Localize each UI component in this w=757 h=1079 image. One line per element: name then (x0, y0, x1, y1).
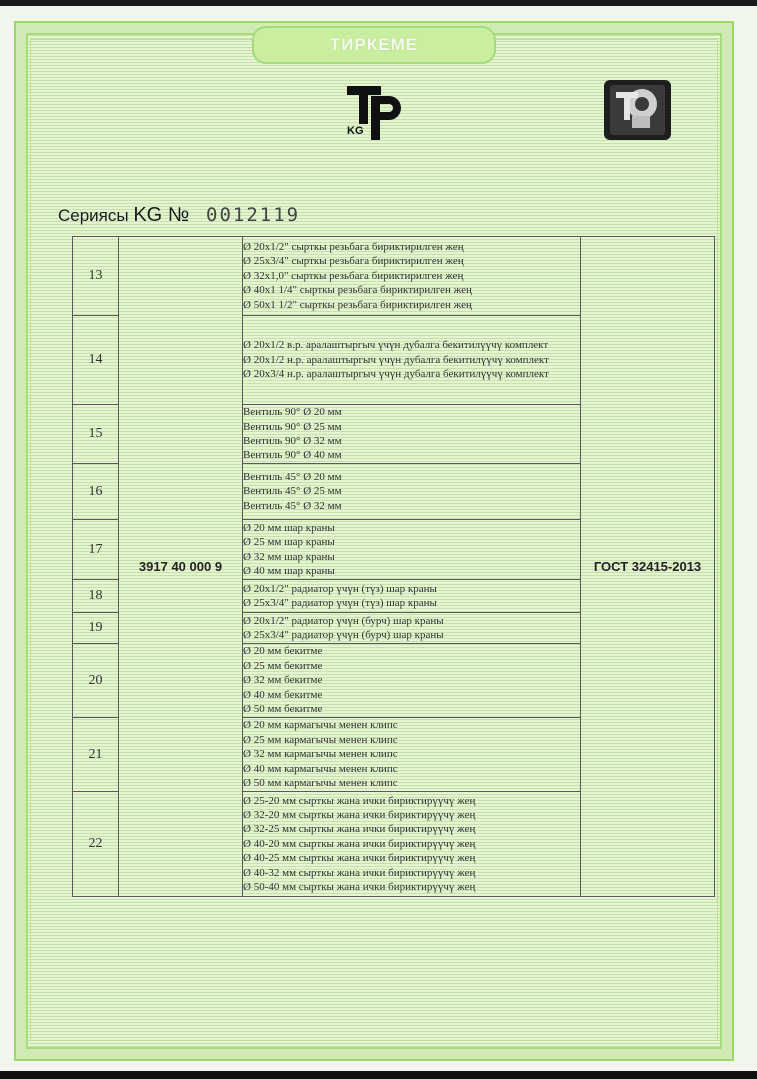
row-number: 18 (73, 580, 119, 613)
annex-title: ТИРКЕМЕ (252, 26, 496, 64)
description-line: Ø 20x1/2" радиатор үчүн (бурч) шар краны (243, 614, 444, 627)
row-number: 16 (73, 464, 119, 520)
item-description (243, 237, 581, 316)
description-line: Вентиль 45° Ø 32 мм (243, 499, 342, 512)
description-line: Ø 32-20 мм сырткы жана ички бириктирүүчү жең (243, 808, 476, 821)
description-line: Ø 40 мм шар краны (243, 564, 335, 577)
certification-emblem-icon (604, 80, 671, 140)
description-line: Вентиль 45° Ø 25 мм (243, 485, 342, 498)
description-line: Ø 20x3/4 н.р. аралаштыргыч үчүн дубалга бекитилүүчү комплект (243, 368, 549, 381)
description-line: Ø 20x1/2 в.р. аралаштыргыч үчүн дубалга бекитилүүчү комплект (243, 339, 549, 352)
description-line: Вентиль 45° Ø 20 мм (243, 470, 342, 483)
row-number: 20 (73, 644, 119, 718)
standard-ref: ГОСТ 32415-2013 (581, 237, 715, 897)
certificate-sheet (0, 6, 757, 1071)
description-line: Вентиль 90° Ø 32 мм (243, 435, 342, 447)
row-number: 17 (73, 520, 119, 580)
items-table (72, 236, 715, 897)
row-number: 19 (73, 613, 119, 644)
description-line: Ø 20 мм бекитме (243, 645, 323, 658)
item-description (243, 405, 581, 464)
item-description (243, 464, 581, 520)
description-line: Ø 40 мм бекитме (243, 688, 323, 701)
row-number: 21 (73, 718, 119, 792)
description-line: Ø 25x3/4" радиатор үчүн (бурч) шар краны (243, 629, 444, 641)
row-number: 14 (73, 316, 119, 405)
tr-kg-logo-icon (345, 82, 405, 145)
description-line: Ø 20 мм кармагычы менен клипс (243, 719, 398, 732)
row-number: 22 (73, 792, 119, 897)
description-line: Ø 50 мм кармагычы менен клипс (243, 777, 398, 790)
item-description (243, 580, 581, 613)
description-line: Ø 40x1 1/4" сырткы резьбага бириктирилген жең (243, 284, 472, 297)
description-line: Ø 20 мм шар краны (243, 521, 335, 534)
description-line: Ø 32 мм бекитме (243, 674, 323, 687)
bottom-edge (0, 1071, 757, 1079)
serial-kg: KG № (133, 204, 190, 226)
description-line: Ø 25x3/4" сырткы резьбага бириктирилген жең (243, 255, 464, 268)
description-line: Ø 20x1/2 н.р. аралаштыргыч үчүн дубалга бекитилүүчү комплект (243, 353, 549, 366)
table-row (73, 237, 715, 316)
description-line: Вентиль 90° Ø 40 мм (243, 449, 342, 462)
description-line: Ø 25 мм шар краны (243, 536, 335, 549)
description-line: Ø 40-25 мм сырткы жана ички бириктирүүчү жең (243, 852, 476, 865)
description-line: Ø 50x1 1/2" сырткы резьбага бириктирилген жең (243, 298, 472, 311)
serial-label: Сериясы (58, 206, 129, 225)
description-line: Ø 32 мм шар краны (243, 550, 335, 563)
item-description (243, 520, 581, 580)
description-line: Ø 50 мм бекитме (243, 703, 323, 716)
description-line: Ø 32x1,0" сырткы резьбага бириктирилген жең (243, 269, 464, 282)
description-line: Ø 20x1/2" сырткы резьбага бириктирилген жең (243, 240, 464, 253)
description-line: Ø 25-20 мм сырткы жана ички бириктирүүчү жең (243, 794, 476, 807)
description-line: Вентиль 90° Ø 20 мм (243, 406, 342, 419)
description-line: Ø 40-20 мм сырткы жана ички бириктирүүчү жең (243, 837, 476, 850)
item-description (243, 718, 581, 792)
row-number: 15 (73, 405, 119, 464)
item-description (243, 644, 581, 718)
serial-value: 0012119 (206, 204, 301, 226)
description-line: Ø 40-32 мм сырткы жана ички бириктирүүчү жең (243, 866, 476, 879)
hs-code: 3917 40 000 9 (119, 237, 243, 897)
description-line: Ø 40 мм кармагычы менен клипс (243, 762, 398, 775)
description-line: Ø 50-40 мм сырткы жана ички бириктирүүчү жең (243, 881, 476, 894)
description-line: Ø 25 мм кармагычы менен клипс (243, 733, 398, 746)
description-line: Ø 25 мм бекитме (243, 659, 323, 672)
item-description (243, 613, 581, 644)
serial-number (58, 204, 300, 227)
row-number: 13 (73, 237, 119, 316)
description-line: Ø 20x1/2" радиатор үчүн (түз) шар краны (243, 582, 437, 595)
item-description (243, 792, 581, 897)
logo-kg-text: KG (347, 125, 364, 137)
description-line: Ø 32-25 мм сырткы жана ички бириктирүүчү жең (243, 823, 476, 836)
item-description (243, 316, 581, 405)
description-line: Ø 25x3/4" радиатор үчүн (түз) шар краны (243, 597, 437, 609)
description-line: Ø 32 мм кармагычы менен клипс (243, 748, 398, 761)
description-line: Вентиль 90° Ø 25 мм (243, 420, 342, 433)
